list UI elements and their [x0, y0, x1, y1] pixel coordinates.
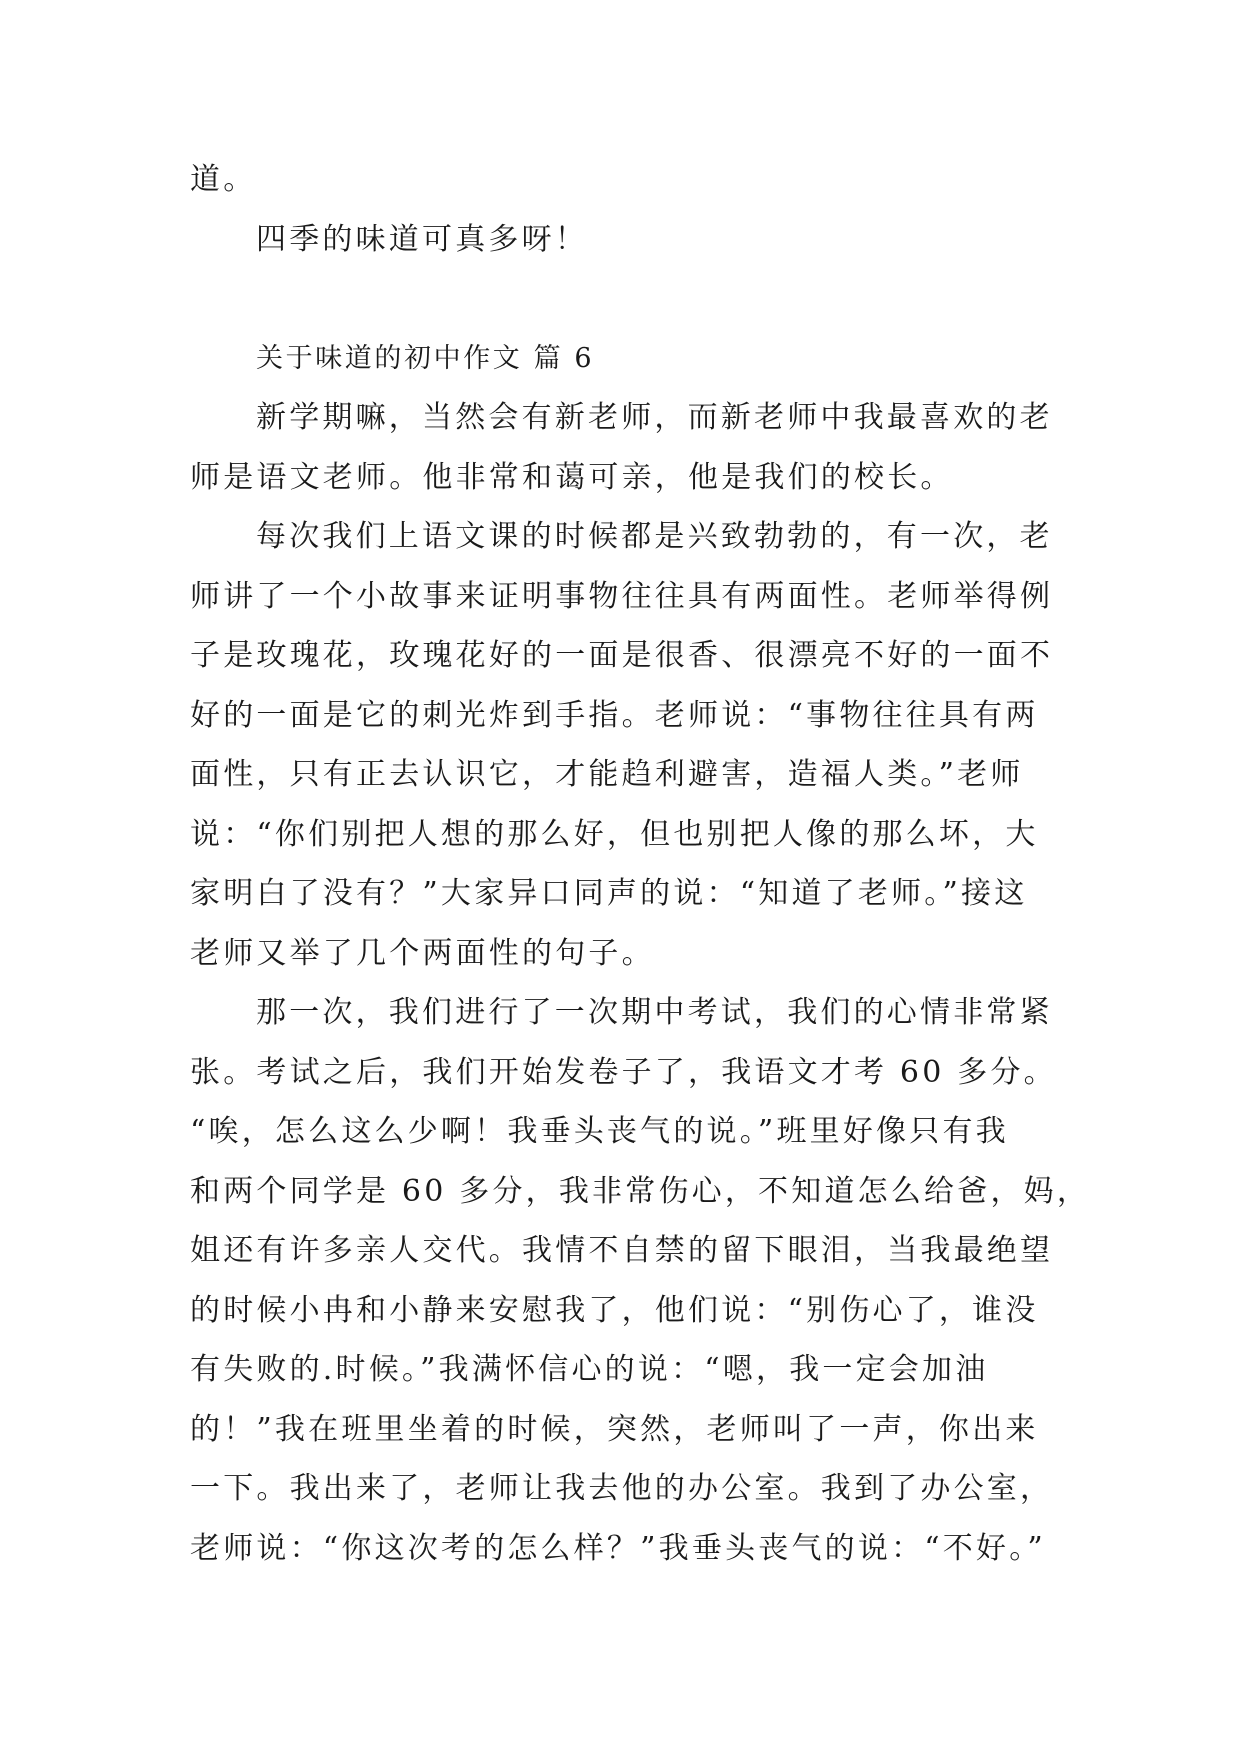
text-line: 的！”我在班里坐着的时候，突然，老师叫了一声，你出来	[190, 1411, 1039, 1447]
text-line: 新学期嘛，当然会有新老师，而新老师中我最喜欢的老	[256, 400, 1053, 435]
text-line: 四季的味道可真多呀！	[256, 221, 588, 257]
text-line: 每次我们上语文课的时候都是兴致勃勃的，有一次，老	[256, 519, 1053, 554]
text-line: 说：“你们别把人想的那么好，但也别把人像的那么坏，大	[190, 816, 1039, 852]
text-line: “唉，怎么这么少啊！我垂头丧气的说。”班里好像只有我	[190, 1114, 1009, 1149]
blank-line	[190, 281, 1050, 317]
text-line: 有失败的.时候。”我满怀信心的说：“嗯，我一定会加油	[190, 1352, 989, 1387]
text-line: 老师说：“你这次考的怎么样？”我垂头丧气的说：“不好。”	[190, 1530, 1046, 1566]
text-line: 姐还有许多亲人交代。我情不自禁的留下眼泪，当我最绝望	[190, 1233, 1054, 1268]
text-line: 张。考试之后，我们开始发卷子了，我语文才考 60 多分。	[190, 1054, 1057, 1090]
text-line: 子是玫瑰花，玫瑰花好的一面是很香、很漂亮不好的一面不	[190, 638, 1054, 673]
section-heading: 关于味道的初中作文 篇 6	[256, 342, 595, 374]
text-line: 好的一面是它的刺光炸到手指。老师说：“事物往往具有两	[190, 697, 1039, 733]
document-body	[190, 162, 1091, 1590]
text-line: 一下。我出来了，老师让我去他的办公室。我到了办公室，	[190, 1471, 1054, 1506]
text-line: 老师又举了几个两面性的句子。	[190, 935, 655, 971]
text-line: 的时候小冉和小静来安慰我了，他们说：“别伤心了，谁没	[190, 1292, 1039, 1328]
text-line: 师讲了一个小故事来证明事物往往具有两面性。老师举得例	[190, 578, 1054, 614]
text-line: 和两个同学是 60 多分，我非常伤心，不知道怎么给爸，妈，	[190, 1173, 1091, 1209]
text-line: 师是语文老师。他非常和蔼可亲，他是我们的校长。	[190, 459, 954, 495]
text-line: 面性，只有正去认识它，才能趋利避害，造福人类。”老师	[190, 757, 1024, 792]
text-line: 道。	[190, 162, 257, 197]
text-line: 那一次，我们进行了一次期中考试，我们的心情非常紧	[256, 995, 1053, 1030]
text-line: 家明白了没有？”大家异口同声的说：“知道了老师。”接这	[190, 876, 1028, 911]
